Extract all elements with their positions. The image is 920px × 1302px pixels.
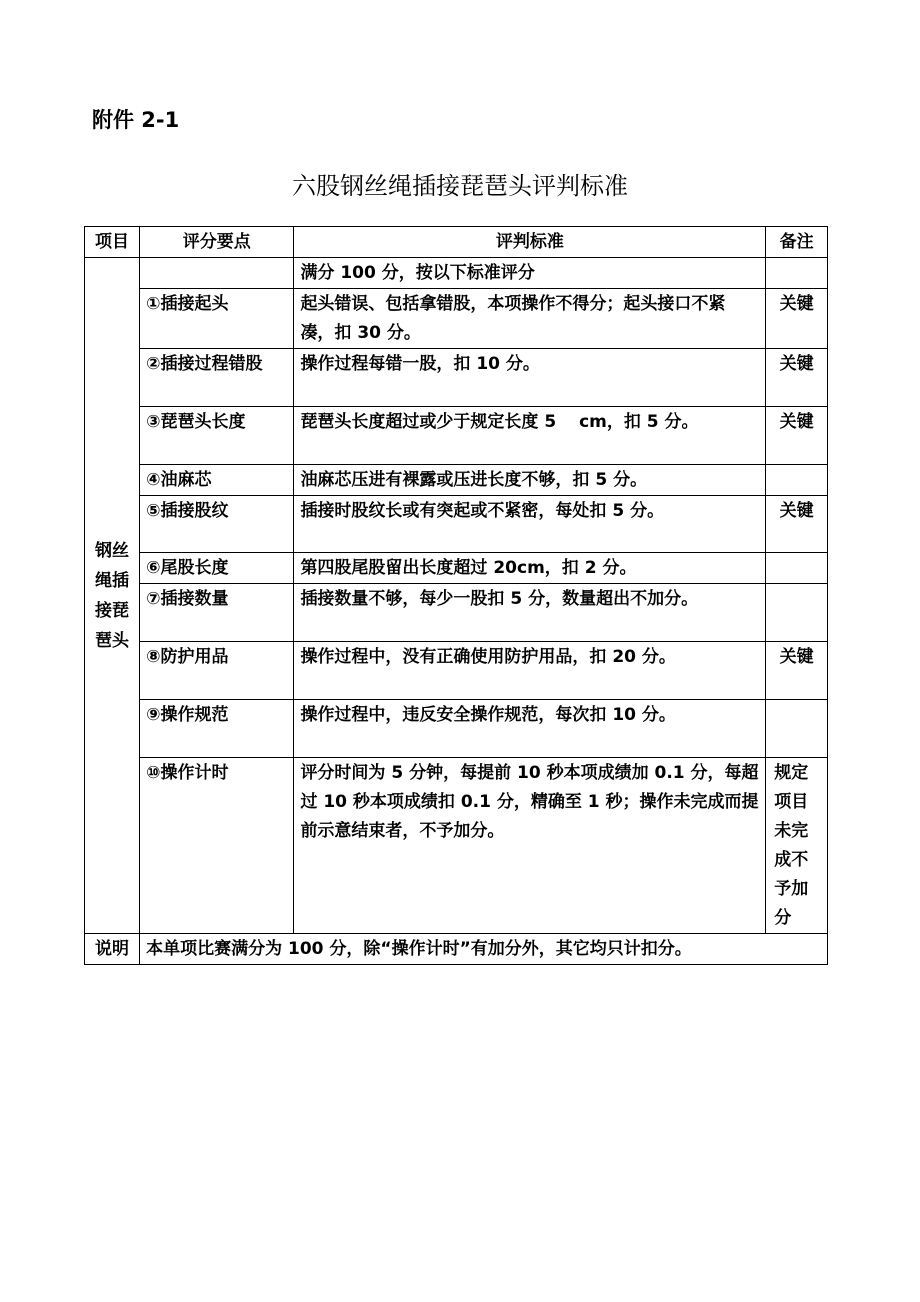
table-row <box>85 584 828 642</box>
table-row <box>85 758 828 934</box>
point-cell: ⑧防护用品 <box>140 642 294 700</box>
standard-cell: 起头错误、包括拿错股，本项操作不得分；起头接口不紧凑，扣 30 分。 <box>294 289 766 349</box>
header-point: 评分要点 <box>140 227 294 258</box>
table-row <box>85 700 828 758</box>
table-row <box>85 642 828 700</box>
remark-cell: 关键 <box>766 349 828 407</box>
remark-cell: 关键 <box>766 496 828 553</box>
table-row <box>85 496 828 553</box>
remark-cell <box>766 258 828 289</box>
standard-cell: 第四股尾股留出长度超过 20cm，扣 2 分。 <box>294 553 766 584</box>
standard-cell: 油麻芯压进有裸露或压进长度不够，扣 5 分。 <box>294 465 766 496</box>
standard-cell: 插接时股纹长或有突起或不紧密，每处扣 5 分。 <box>294 496 766 553</box>
remark-cell: 规定项目未完成不予加分 <box>766 758 828 934</box>
page-title: 六股钢丝绳插接琵琶头评判标准 <box>292 172 628 200</box>
table-row <box>85 465 828 496</box>
standard-cell: 操作过程中，违反安全操作规范，每次扣 10 分。 <box>294 700 766 758</box>
point-cell: ⑨操作规范 <box>140 700 294 758</box>
point-cell: ⑦插接数量 <box>140 584 294 642</box>
point-cell: ④油麻芯 <box>140 465 294 496</box>
header-item: 项目 <box>85 227 140 258</box>
standard-cell: 操作过程中，没有正确使用防护用品，扣 20 分。 <box>294 642 766 700</box>
criteria-table <box>84 226 828 965</box>
standard-cell: 插接数量不够，每少一股扣 5 分，数量超出不加分。 <box>294 584 766 642</box>
table-row <box>85 349 828 407</box>
explain-label: 说明 <box>85 934 140 965</box>
point-cell <box>140 258 294 289</box>
table-row <box>85 258 828 289</box>
point-cell: ⑩操作计时 <box>140 758 294 934</box>
item-name-cell: 钢丝绳插接琵琶头 <box>85 258 140 934</box>
table-row <box>85 553 828 584</box>
remark-cell <box>766 553 828 584</box>
point-cell: ③琵琶头长度 <box>140 407 294 465</box>
remark-cell <box>766 700 828 758</box>
standard-cell: 操作过程每错一股，扣 10 分。 <box>294 349 766 407</box>
header-remark: 备注 <box>766 227 828 258</box>
intro-cell: 满分 100 分，按以下标准评分 <box>294 258 766 289</box>
remark-cell: 关键 <box>766 642 828 700</box>
point-cell: ⑥尾股长度 <box>140 553 294 584</box>
point-cell: ⑤插接股纹 <box>140 496 294 553</box>
remark-cell <box>766 584 828 642</box>
remark-cell <box>766 465 828 496</box>
point-cell: ②插接过程错股 <box>140 349 294 407</box>
header-standard: 评判标准 <box>294 227 766 258</box>
remark-cell: 关键 <box>766 289 828 349</box>
point-cell: ①插接起头 <box>140 289 294 349</box>
attachment-label: 附件 2-1 <box>92 108 180 132</box>
remark-cell: 关键 <box>766 407 828 465</box>
standard-cell: 评分时间为 5 分钟，每提前 10 秒本项成绩加 0.1 分，每超过 10 秒本项成绩扣 0.1 分，精确至 1 秒；操作未完成而提前示意结束者，不予加分。 <box>294 758 766 934</box>
table-row <box>85 289 828 349</box>
table-header-row <box>85 227 828 258</box>
standard-cell: 琵琶头长度超过或少于规定长度 5 cm，扣 5 分。 <box>294 407 766 465</box>
explain-text: 本单项比赛满分为 100 分，除“操作计时”有加分外，其它均只计扣分。 <box>140 934 828 965</box>
explain-row <box>85 934 828 965</box>
table-row <box>85 407 828 465</box>
